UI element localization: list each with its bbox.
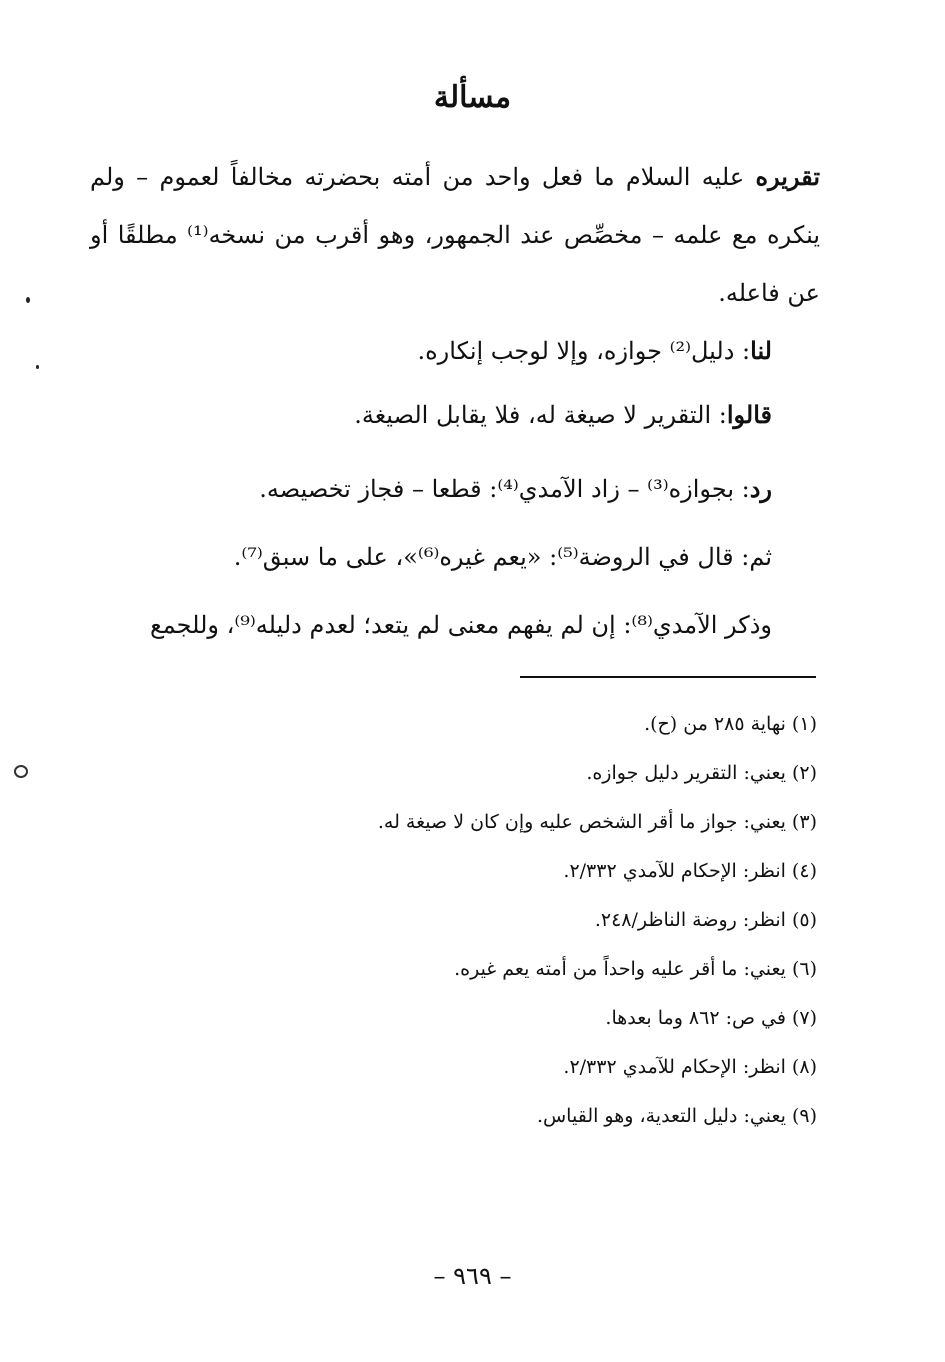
footnote-1: (١) نهاية ٢٨٥ من (ح). <box>644 713 817 735</box>
footnote-9: (٩) يعني: دليل التعدية، وهو القياس. <box>536 1105 817 1127</box>
footnote-3: (٣) يعني: جواز ما أقر الشخص عليه وإن كان لا صيغة له. <box>377 811 817 833</box>
footnote-6: (٦) يعني: ما أقر عليه واحداً من أمته يعم غيره. <box>454 958 817 980</box>
scan-speck <box>36 365 39 369</box>
footnote-2: (٢) يعني: التقرير دليل جوازه. <box>586 762 817 784</box>
paragraph-3-lead: قالوا <box>726 400 772 429</box>
footnotes <box>200 700 817 1141</box>
paragraph-3-text: : التقرير لا صيغة له، فلا يقابل الصيغة. <box>354 401 727 429</box>
scan-speck <box>14 765 28 778</box>
paragraph-1-lead: تقريره <box>755 162 820 191</box>
paragraph-3 <box>90 386 820 444</box>
scan-speck <box>26 297 30 303</box>
paragraph-2-text: : دليل⁽²⁾ جوازه، وإلا لوجب إنكاره. <box>417 337 751 365</box>
footnote-divider <box>520 676 816 678</box>
paragraph-1-text: عليه السلام ما فعل واحد من أمته بحضرته مخالفاً لعموم – ولم ينكره مع علمه – مخصِّص عند الجمهور، وهو أقرب من نسخه⁽¹⁾ مطلقًا أو عن فاعله. <box>90 163 820 307</box>
footnote-8: (٨) انظر: الإحكام للآمدي ٢/٣٣٢. <box>563 1056 817 1078</box>
footnote-7: (٧) في ص: ٨٦٢ وما بعدها. <box>605 1007 817 1029</box>
paragraph-4 <box>90 460 820 518</box>
section-title: مسألة <box>433 80 512 115</box>
paragraph-4-text: : بجوازه⁽³⁾ – زاد الآمدي⁽⁴⁾: قطعا – فجاز تخصيصه. <box>259 475 750 503</box>
paragraph-6-text: وذكر الآمدي⁽⁸⁾: إن لم يفهم معنى لم يتعد؛ لعدم دليله⁽⁹⁾، وللجمع <box>149 611 772 639</box>
paragraph-1 <box>90 148 820 322</box>
paragraph-2 <box>90 322 820 380</box>
page-number: – ٩٦٩ – <box>433 1262 512 1290</box>
footnote-4: (٤) انظر: الإحكام للآمدي ٢/٣٣٢. <box>563 860 817 882</box>
paragraph-6 <box>90 596 820 654</box>
paragraph-5 <box>90 528 820 586</box>
paragraph-4-lead: رد <box>749 474 772 503</box>
footnote-5: (٥) انظر: روضة الناظر/٢٤٨. <box>594 909 817 931</box>
paragraph-5-text: ثم: قال في الروضة⁽⁵⁾: «يعم غيره⁽⁶⁾»، على ما سبق⁽⁷⁾. <box>233 543 772 571</box>
paragraph-2-lead: لنا <box>750 336 772 365</box>
